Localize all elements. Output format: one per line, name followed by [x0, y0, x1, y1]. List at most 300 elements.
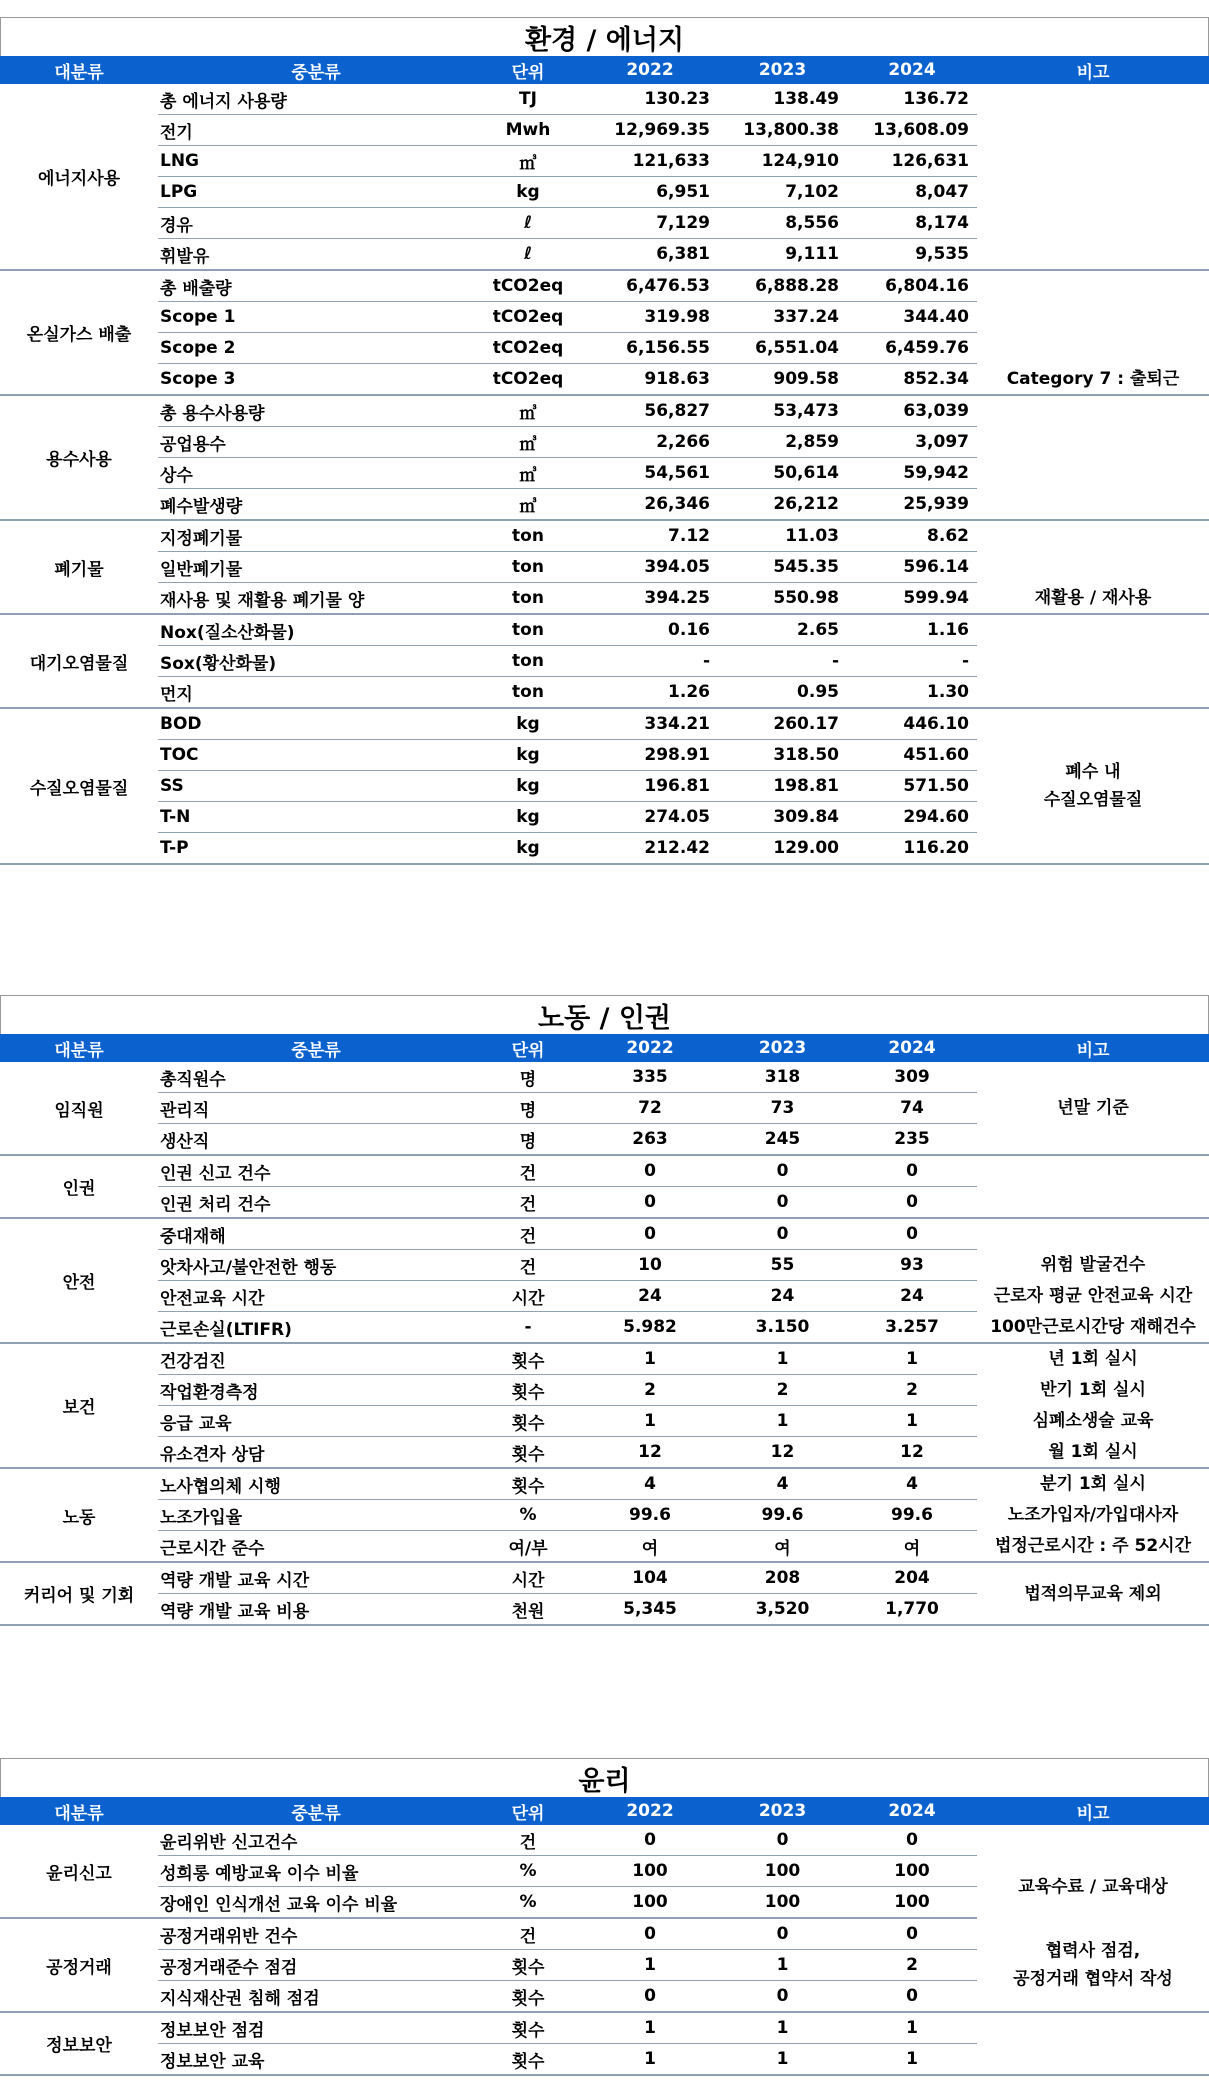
note-cell [977, 115, 1209, 146]
column-header: 중분류 [158, 1797, 474, 1825]
value-2023: 0 [718, 1187, 847, 1219]
value-2022: 121,633 [582, 146, 718, 177]
unit-cell: kg [474, 802, 582, 833]
note-cell [977, 1155, 1209, 1187]
unit-cell: ton [474, 552, 582, 583]
table-row [0, 146, 1209, 177]
unit-cell: tCO2eq [474, 270, 582, 302]
table-row [0, 1500, 1209, 1531]
note-cell [977, 1825, 1209, 1856]
unit-cell: - [474, 1312, 582, 1344]
subcategory-cell: 노사협의체 시행 [158, 1468, 474, 1500]
subcategory-cell: TOC [158, 740, 474, 771]
value-2023: 73 [718, 1093, 847, 1124]
note-cell [977, 2044, 1209, 2076]
value-2023: 2 [718, 1375, 847, 1406]
value-2022: 196.81 [582, 771, 718, 802]
note-cell [977, 427, 1209, 458]
unit-cell: 횟수 [474, 1375, 582, 1406]
subcategory-cell: 인권 처리 건수 [158, 1187, 474, 1219]
note-cell [977, 177, 1209, 208]
note-cell: 년 1회 실시 [1048, 1349, 1138, 1370]
value-2024: 2 [847, 1375, 977, 1406]
value-2022: 1 [582, 1406, 718, 1437]
unit-cell: tCO2eq [474, 302, 582, 333]
table-row [0, 2012, 1209, 2044]
table-row [0, 395, 1209, 427]
subcategory-cell: 휘발유 [158, 239, 474, 271]
note-cell: 분기 1회 실시 [1040, 1474, 1146, 1495]
subcategory-cell: SS [158, 771, 474, 802]
value-2024: 6,804.16 [847, 270, 977, 302]
table-row [0, 1062, 1209, 1093]
table-row [0, 177, 1209, 208]
section-title: 윤리 [0, 1758, 1209, 1797]
unit-cell: ton [474, 677, 582, 709]
subcategory-cell: 총 용수사용량 [158, 395, 474, 427]
unit-cell: 횟수 [474, 1468, 582, 1500]
note-cell: 심폐소생술 교육 [1032, 1411, 1154, 1431]
value-2024: 25,939 [847, 489, 977, 521]
value-2022: 6,381 [582, 239, 718, 271]
value-2024: 1 [847, 2044, 977, 2076]
column-header: 비고 [977, 56, 1209, 84]
note-cell [977, 489, 1209, 521]
value-2023: 124,910 [718, 146, 847, 177]
note-cell [977, 395, 1209, 427]
value-2024: 0 [847, 1981, 977, 2013]
note-cell: 년말 기준 [977, 1062, 1209, 1155]
value-2022: 0 [582, 1825, 718, 1856]
table-row [0, 1281, 1209, 1312]
value-2022: 1.26 [582, 677, 718, 709]
note-cell [977, 646, 1209, 677]
value-2022: 130.23 [582, 84, 718, 115]
note-cell: 반기 1회 실시 [1040, 1380, 1146, 1400]
value-2022: 7.12 [582, 520, 718, 552]
note-cell: 폐수 내 수질오염물질 [977, 708, 1209, 864]
subcategory-cell: 역량 개발 교육 비용 [158, 1594, 474, 1626]
value-2022: 274.05 [582, 802, 718, 833]
value-2023: 550.98 [718, 583, 847, 615]
value-2022: 2,266 [582, 427, 718, 458]
category-cell: 정보보안 [0, 2012, 158, 2075]
value-2024: 3.257 [847, 1312, 977, 1344]
value-2022: 0.16 [582, 614, 718, 646]
column-header: 중분류 [158, 56, 474, 84]
value-2024: 9,535 [847, 239, 977, 271]
table-row [0, 1918, 1209, 1950]
value-2024: 451.60 [847, 740, 977, 771]
unit-cell: 횟수 [474, 2012, 582, 2044]
unit-cell: 건 [474, 1825, 582, 1856]
column-header: 단위 [474, 1797, 582, 1825]
value-2024: 136.72 [847, 84, 977, 115]
value-2022: 6,476.53 [582, 270, 718, 302]
value-2024: 294.60 [847, 802, 977, 833]
value-2024: 99.6 [847, 1500, 977, 1531]
value-2023: 3.150 [718, 1312, 847, 1344]
subcategory-cell: 앗차사고/불안전한 행동 [158, 1250, 474, 1281]
value-2022: 5,345 [582, 1594, 718, 1626]
value-2024: 596.14 [847, 552, 977, 583]
unit-cell: 횟수 [474, 1950, 582, 1981]
value-2023: 6,888.28 [718, 270, 847, 302]
table-row [0, 302, 1209, 333]
unit-cell: 횟수 [474, 1437, 582, 1469]
column-header: 비고 [977, 1034, 1209, 1062]
subcategory-cell: 공정거래준수 점검 [158, 1950, 474, 1981]
unit-cell: % [474, 1856, 582, 1887]
value-2022: 334.21 [582, 708, 718, 740]
note-cell [977, 302, 1209, 333]
value-2024: 852.34 [847, 364, 977, 396]
category-cell: 에너지사용 [0, 84, 158, 270]
note-cell: 월 1회 실시 [977, 1437, 1209, 1469]
unit-cell: % [474, 1887, 582, 1919]
subcategory-cell: LPG [158, 177, 474, 208]
column-header: 2023 [718, 1034, 847, 1062]
value-2023: 0.95 [718, 677, 847, 709]
unit-cell: 건 [474, 1155, 582, 1187]
value-2022: 0 [582, 1218, 718, 1250]
value-2024: 100 [847, 1856, 977, 1887]
unit-cell: Mwh [474, 115, 582, 146]
value-2022: 918.63 [582, 364, 718, 396]
unit-cell: TJ [474, 84, 582, 115]
value-2024: 204 [847, 1562, 977, 1594]
value-2024: 1 [847, 1343, 977, 1375]
value-2023: 545.35 [718, 552, 847, 583]
unit-cell: 명 [474, 1124, 582, 1156]
subcategory-cell: 관리직 [158, 1093, 474, 1124]
subcategory-cell: 근로손실(LTIFR) [158, 1312, 474, 1344]
value-2024: 599.94 [847, 583, 977, 615]
unit-cell: ℓ [474, 239, 582, 271]
value-2022: 0 [582, 1981, 718, 2013]
category-cell: 윤리신고 [0, 1825, 158, 1918]
value-2023: 318 [718, 1062, 847, 1093]
category-cell: 보건 [0, 1343, 158, 1468]
value-2023: 4 [718, 1468, 847, 1500]
table-row [0, 239, 1209, 271]
subcategory-cell: Scope 1 [158, 302, 474, 333]
value-2023: 7,102 [718, 177, 847, 208]
value-2024: 1.30 [847, 677, 977, 709]
table-row [0, 614, 1209, 646]
unit-cell: ton [474, 646, 582, 677]
unit-cell: kg [474, 771, 582, 802]
value-2024: 24 [847, 1281, 977, 1312]
table-row [0, 427, 1209, 458]
value-2024: 63,039 [847, 395, 977, 427]
subcategory-cell: 상수 [158, 458, 474, 489]
note-cell: 재활용 / 재사용 [977, 583, 1209, 615]
subcategory-cell: 폐수발생량 [158, 489, 474, 521]
value-2022: 394.05 [582, 552, 718, 583]
unit-cell: 여/부 [474, 1531, 582, 1563]
value-2024: 0 [847, 1218, 977, 1250]
value-2024: 59,942 [847, 458, 977, 489]
table-row [0, 458, 1209, 489]
column-header: 2022 [582, 1797, 718, 1825]
value-2023: 55 [718, 1250, 847, 1281]
value-2022: 0 [582, 1187, 718, 1219]
category-cell: 수질오염물질 [0, 708, 158, 864]
value-2024: 116.20 [847, 833, 977, 865]
subcategory-cell: BOD [158, 708, 474, 740]
column-header: 대분류 [0, 56, 158, 84]
note-cell: 노조가입자/가입대사자 [1007, 1505, 1179, 1525]
section-labor [0, 995, 1209, 1626]
unit-cell: 건 [474, 1218, 582, 1250]
value-2024: 0 [847, 1187, 977, 1219]
value-2022: 212.42 [582, 833, 718, 865]
subcategory-cell: 역량 개발 교육 시간 [158, 1562, 474, 1594]
note-cell [977, 614, 1209, 646]
table-row [0, 1312, 1209, 1344]
unit-cell: ℓ [474, 208, 582, 239]
subcategory-cell: 정보보안 점검 [158, 2012, 474, 2044]
subcategory-cell: 재사용 및 재활용 폐기물 양 [158, 583, 474, 615]
value-2022: 1 [582, 1950, 718, 1981]
value-2023: - [718, 646, 847, 677]
note-cell: 교육수료 / 교육대상 [1018, 1876, 1168, 1897]
value-2023: 1 [718, 1406, 847, 1437]
value-2024: 8.62 [847, 520, 977, 552]
subcategory-cell: 공정거래위반 건수 [158, 1918, 474, 1950]
value-2022: 여 [582, 1531, 718, 1563]
column-header: 비고 [977, 1797, 1209, 1825]
subcategory-cell: 건강검진 [158, 1343, 474, 1375]
unit-cell: 횟수 [474, 1343, 582, 1375]
value-2024: 1 [847, 1406, 977, 1437]
column-header: 2023 [718, 56, 847, 84]
subcategory-cell: Sox(황산화물) [158, 646, 474, 677]
value-2024: 2 [847, 1950, 977, 1981]
value-2024: 8,174 [847, 208, 977, 239]
column-header: 2022 [582, 56, 718, 84]
value-2022: 6,951 [582, 177, 718, 208]
table-row [0, 364, 1209, 396]
unit-cell: ㎥ [474, 458, 582, 489]
category-cell: 용수사용 [0, 395, 158, 520]
table-row [0, 1343, 1209, 1375]
value-2023: 208 [718, 1562, 847, 1594]
note-cell [977, 1187, 1209, 1219]
value-2022: 1 [582, 2044, 718, 2076]
unit-cell: ton [474, 583, 582, 615]
table-row [0, 270, 1209, 302]
value-2024: 93 [847, 1250, 977, 1281]
table-row [0, 1250, 1209, 1281]
value-2023: 129.00 [718, 833, 847, 865]
value-2024: 126,631 [847, 146, 977, 177]
category-cell: 노동 [0, 1468, 158, 1562]
unit-cell: 명 [474, 1062, 582, 1093]
header-row [0, 56, 1209, 84]
column-header: 2024 [847, 56, 977, 84]
table-row [0, 2044, 1209, 2076]
table-row [0, 1562, 1209, 1594]
note-cell [977, 146, 1209, 177]
value-2024: 6,459.76 [847, 333, 977, 364]
note-cell [977, 333, 1209, 364]
value-2023: 260.17 [718, 708, 847, 740]
value-2023: 0 [718, 1218, 847, 1250]
value-2023: 여 [718, 1531, 847, 1563]
table-row [0, 1531, 1209, 1563]
category-cell: 안전 [0, 1218, 158, 1343]
note-cell: 법적의무교육 제외 [977, 1562, 1209, 1625]
value-2023: 1 [718, 2044, 847, 2076]
value-2022: 72 [582, 1093, 718, 1124]
category-cell: 폐기물 [0, 520, 158, 614]
value-2023: 99.6 [718, 1500, 847, 1531]
subcategory-cell: 먼지 [158, 677, 474, 709]
subcategory-cell: 유소견자 상담 [158, 1437, 474, 1469]
value-2023: 100 [718, 1856, 847, 1887]
unit-cell: % [474, 1500, 582, 1531]
table-row [0, 115, 1209, 146]
unit-cell: 건 [474, 1187, 582, 1219]
subcategory-cell: 중대재해 [158, 1218, 474, 1250]
value-2024: 446.10 [847, 708, 977, 740]
subcategory-cell: 작업환경측정 [158, 1375, 474, 1406]
table-row [0, 520, 1209, 552]
section-title: 환경 / 에너지 [0, 17, 1209, 56]
value-2024: 100 [847, 1887, 977, 1919]
subcategory-cell: 경유 [158, 208, 474, 239]
subcategory-cell: 인권 신고 건수 [158, 1155, 474, 1187]
value-2022: 100 [582, 1856, 718, 1887]
unit-cell: ㎥ [474, 146, 582, 177]
value-2022: 10 [582, 1250, 718, 1281]
category-cell: 공정거래 [0, 1918, 158, 2012]
value-2023: 138.49 [718, 84, 847, 115]
table-row [0, 1825, 1209, 1856]
unit-cell: ton [474, 520, 582, 552]
table-row [0, 1187, 1209, 1219]
table-row [0, 646, 1209, 677]
table-row [0, 489, 1209, 521]
column-header: 2022 [582, 1034, 718, 1062]
table-row [0, 1406, 1209, 1437]
subcategory-cell: 총 에너지 사용량 [158, 84, 474, 115]
value-2024: 0 [847, 1825, 977, 1856]
table-row [0, 1437, 1209, 1469]
value-2022: 100 [582, 1887, 718, 1919]
value-2022: 1 [582, 1343, 718, 1375]
unit-cell: kg [474, 708, 582, 740]
category-cell: 대기오염물질 [0, 614, 158, 708]
unit-cell: 횟수 [474, 1406, 582, 1437]
value-2023: 909.58 [718, 364, 847, 396]
value-2023: 337.24 [718, 302, 847, 333]
value-2023: 309.84 [718, 802, 847, 833]
subcategory-cell: 성희롱 예방교육 이수 비율 [158, 1856, 474, 1887]
subcategory-cell: 지식재산권 침해 점검 [158, 1981, 474, 2013]
note-cell [977, 270, 1209, 302]
value-2022: 1 [582, 2012, 718, 2044]
value-2022: - [582, 646, 718, 677]
value-2022: 394.25 [582, 583, 718, 615]
value-2023: 0 [718, 1918, 847, 1950]
note-cell [977, 458, 1209, 489]
note-cell [977, 2012, 1209, 2044]
unit-cell: ㎥ [474, 395, 582, 427]
value-2024: 4 [847, 1468, 977, 1500]
table-row [0, 583, 1209, 615]
value-2023: 8,556 [718, 208, 847, 239]
category-cell: 임직원 [0, 1062, 158, 1155]
subcategory-cell: T-N [158, 802, 474, 833]
subcategory-cell: 정보보안 교육 [158, 2044, 474, 2076]
unit-cell: 명 [474, 1093, 582, 1124]
value-2023: 12 [718, 1437, 847, 1469]
value-2024: 1,770 [847, 1594, 977, 1626]
value-2023: 24 [718, 1281, 847, 1312]
value-2022: 319.98 [582, 302, 718, 333]
value-2024: 74 [847, 1093, 977, 1124]
value-2023: 0 [718, 1981, 847, 2013]
value-2022: 2 [582, 1375, 718, 1406]
value-2024: 344.40 [847, 302, 977, 333]
column-header: 중분류 [158, 1034, 474, 1062]
note-cell [977, 552, 1209, 583]
note-cell [977, 84, 1209, 115]
column-header: 대분류 [0, 1034, 158, 1062]
value-2023: 198.81 [718, 771, 847, 802]
value-2022: 26,346 [582, 489, 718, 521]
value-2024: 0 [847, 1918, 977, 1950]
unit-cell: kg [474, 833, 582, 865]
subcategory-cell: 공업용수 [158, 427, 474, 458]
value-2022: 56,827 [582, 395, 718, 427]
value-2022: 4 [582, 1468, 718, 1500]
value-2022: 0 [582, 1155, 718, 1187]
value-2023: 11.03 [718, 520, 847, 552]
value-2022: 298.91 [582, 740, 718, 771]
section-title: 노동 / 인권 [0, 995, 1209, 1034]
value-2022: 12 [582, 1437, 718, 1469]
unit-cell: 시간 [474, 1281, 582, 1312]
value-2024: 1 [847, 2012, 977, 2044]
table-row [0, 208, 1209, 239]
data-table [0, 1034, 1209, 1626]
unit-cell: tCO2eq [474, 364, 582, 396]
subcategory-cell: 윤리위반 신고건수 [158, 1825, 474, 1856]
column-header: 단위 [474, 1034, 582, 1062]
subcategory-cell: 일반폐기물 [158, 552, 474, 583]
subcategory-cell: 총직원수 [158, 1062, 474, 1093]
value-2023: 13,800.38 [718, 115, 847, 146]
value-2023: 26,212 [718, 489, 847, 521]
table-row [0, 1155, 1209, 1187]
value-2023: 2,859 [718, 427, 847, 458]
unit-cell: 횟수 [474, 2044, 582, 2076]
value-2022: 0 [582, 1918, 718, 1950]
note-cell: 법정근로시간 : 주 52시간 [977, 1531, 1209, 1563]
value-2023: 100 [718, 1887, 847, 1919]
value-2023: 1 [718, 2012, 847, 2044]
table-row [0, 84, 1209, 115]
note-cell [977, 1218, 1209, 1250]
subcategory-cell: 전기 [158, 115, 474, 146]
value-2024: 0 [847, 1155, 977, 1187]
category-cell: 인권 [0, 1155, 158, 1218]
unit-cell: 횟수 [474, 1981, 582, 2013]
